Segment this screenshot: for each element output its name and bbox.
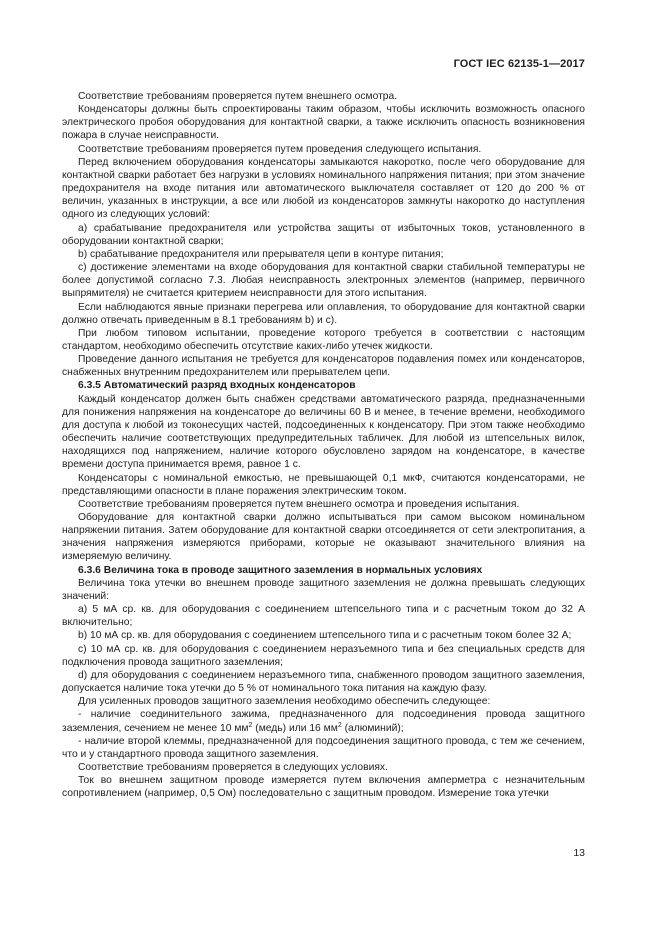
paragraph: Конденсаторы с номинальной емкостью, не превышающей 0,1 мкФ, считаются конденсаторами, не представляющими опасности в плане поражения электрическим током. [62,472,585,497]
list-item: a) срабатывание предохранителя или устройства защиты от избыточных токов, установленного в оборудовании контактной сварки; [62,222,585,247]
paragraph: Оборудование для контактной сварки должно испытываться при самом высоком номинальном напряжении питания. Затем оборудование для контактной сварки отсоединяется от сети электропитания, а значения напряжения измеряются приборами, которые не оказывают значительного влияния на измеряемую величину. [62,512,585,563]
list-item: c) 10 мА ср. кв. для оборудования с соединением неразъемного типа и без специальных средств для подключения провода защитного заземления; [62,643,585,668]
paragraph: Если наблюдаются явные признаки перегрева или оплавления, то оборудование для контактной сварки должно отвечать приведенным в 8.1 требованиям b) и c). [62,301,585,326]
document-body [62,90,585,800]
paragraph: Соответствие требованиям проверяется путем проведения следующего испытания. [78,143,482,155]
paragraph: Соответствие требованиям проверяется в следующих условиях. [78,761,388,773]
paragraph: Величина тока утечки во внешнем проводе защитного заземления не должна превышать следующих значений: [62,577,585,602]
section-heading: 6.3.5 Автоматический разряд входных конденсаторов [78,380,356,392]
list-item: b) срабатывание предохранителя или прерывателя цепи в контуре питания; [78,248,444,260]
paragraph: Ток во внешнем защитном проводе измеряется путем включения амперметра с незначительным сопротивлением (например, 0,5 Ом) последовательно с защитным проводом. Измерение тока утечки [62,775,585,800]
paragraph: Перед включением оборудования конденсаторы замыкаются накоротко, после чего оборудование для контактной сварки работает без нагрузки в условиях номинального напряжения питания; при этом значение предохранителя на входе питания или автоматического выключателя составляет от 120 до 200 % от величин, указанных в инструкции, а все или любой из конденсаторов замкнуты накоротко до наступления одного из следующих условий: [62,156,585,221]
standard-header: ГОСТ IEC 62135-1—2017 [453,58,585,70]
list-item: - наличие второй клеммы, предназначенной для подсоединения защитного провода, с тем же сечением, что и у стандартного провода защитного заземления. [62,735,585,760]
paragraph: Соответствие требованиям проверяется путем внешнего осмотра. [78,91,398,102]
list-item: a) 5 мА ср. кв. для оборудования с соединением штепсельного типа и с расчетным током до 32 А включительно; [62,604,585,629]
paragraph: Проведение данного испытания не требуется для конденсаторов подавления помех или конденсаторов, снабженных внутренним предохранителем или прерывателем цепи. [62,354,585,379]
paragraph: Для усиленных проводов защитного заземления необходимо обеспечить следующее: [78,696,491,708]
paragraph: Соответствие требованиям проверяется путем внешнего осмотра и проведения испытания. [78,498,520,510]
paragraph: При любом типовом испытании, проведение которого требуется в соответствии с настоящим стандартом, необходимо обеспечить отсутствие каких-либо утечек жидкости. [62,327,585,352]
list-item: c) достижение элементами на входе оборудования для контактной сварки стабильной температуры не более допустимой согласно 7.3. Любая неисправность электронных элементов (например, первичного выпрямителя) не считается критерием неисправности для этого испытания. [62,262,585,300]
list-item: b) 10 мА ср. кв. для оборудования с соединением штепсельного типа и с расчетным током более 32 А; [78,630,572,642]
list-item: d) для оборудования с соединением неразъемного типа, снабженного проводом защитного заземления, допускается наличие тока утечки до 5 % от номинального тока питания на каждую фазу. [62,669,585,695]
paragraph: Конденсаторы должны быть спроектированы таким образом, чтобы исключить возможность опасного электрического пробоя оборудования для контактной сварки, а также исключить опасность возникновения пожара в случае неисправности. [62,104,585,142]
page-number: 13 [573,847,585,859]
list-item: - наличие соединительного зажима, предназначенного для подсоединения провода защитного заземления, сечением не менее 10 $мм^2$ (медь) или 16 $мм^2$ (алюминий); [62,709,585,734]
paragraph: Каждый конденсатор должен быть снабжен средствами автоматического разряда, предназначенными для понижения напряжения на конденсаторе до величины 60 В и менее, в течение времени, необходимого для доступа к любой из токонесущих частей, подсоединенных к конденсатору. При этом также необходимо обеспечить наличие соответствующих предупредительных табличек. Для любой из штепсельных вилок, находящихся под напряжением, наличие которого обусловлено зарядом на конденсаторе, в качестве времени доступа принимается время, равное 1 с. [62,393,585,471]
section-heading: 6.3.6 Величина тока в проводе защитного заземления в нормальных условиях [78,564,483,576]
